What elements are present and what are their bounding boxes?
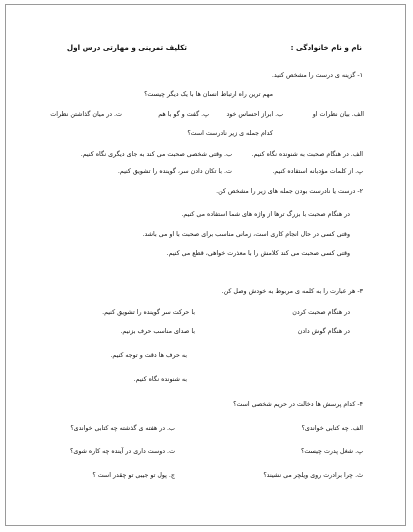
q2-prompt: ۲- درست یا نادرست بودن جمله های زیر را مشخص کن. [216, 188, 363, 195]
worksheet-page [5, 4, 406, 526]
q3-left-4: به شنونده نگاه کنیم. [133, 376, 187, 383]
q3-left-2: با صدای مناسب حرف بزنیم. [120, 328, 195, 335]
q1-sub1-option-b: ب. ابراز احساس خود [226, 111, 283, 118]
q1-sub2: کدام جمله ی زیر نادرست است؟ [187, 130, 273, 137]
student-name-label: نام و نام خانوادگی : [290, 43, 362, 52]
q2-item-1: در هنگام صحبت با بزرگ ترها از واژه های شما استفاده می کنیم. [181, 211, 350, 218]
q1-sub1-option-d: ت. در میان گذاشتن نظرات [50, 111, 122, 118]
q1-sub2-option-b: ب. وقتی شخصی صحبت می کند به جای دیگری نگاه کنیم. [80, 151, 232, 158]
q1-sub2-option-d: ت. با تکان دادن سر، گوینده را تشویق کنیم. [117, 168, 232, 175]
q4-option-a: الف. چه کتابی خواندی؟ [301, 425, 363, 432]
q1-sub2-option-c: پ. از کلمات مؤدبانه استفاده کنیم. [272, 168, 363, 175]
q3-prompt: ۳- هر عبارت را به کلمه ی مربوط به خودش وصل کن. [221, 288, 363, 295]
q3-right-1: در هنگام صحبت کردن [292, 309, 350, 316]
assignment-title: تکلیف تمرینی و مهارتی درس اول [66, 43, 187, 52]
q3-left-3: به حرف ها دقت و توجه کنیم. [110, 352, 187, 359]
q4-option-d: ت. دوست داری در آینده چه کاره شوی؟ [70, 448, 175, 455]
q1-sub1-option-a: الف. بیان نظرات او [312, 111, 364, 118]
q1-sub2-option-a: الف. در هنگام صحبت به شنونده نگاه کنیم. [251, 151, 363, 158]
q1-sub1-option-c: پ. گفت و گو با هم [158, 111, 209, 118]
q4-option-c: پ. شغل پدرت چیست؟ [301, 448, 363, 455]
q1-prompt: ۱- گزینه ی درست را مشخص کنید. [271, 72, 363, 79]
q3-left-1: با حرکت سر گوینده را تشویق کنیم. [102, 309, 195, 316]
q4-option-b: ب. در هفته ی گذشته چه کتابی خواندی؟ [70, 425, 175, 432]
q2-item-3: وقتی کسی صحبت می کند کلامش را با معذرت خواهی، قطع می کنیم. [166, 250, 350, 257]
q4-option-e: ث. چرا برادرت روی ویلچر می نشیند؟ [263, 472, 363, 479]
q1-sub1: مهم ترین راه ارتباط انسان ها با یک دیگر چیست؟ [144, 91, 273, 98]
q4-option-f: ج. پول تو جیبی تو چقدر است ؟ [92, 472, 175, 479]
q2-item-2: وقتی کسی در حال انجام کاری است، زمانی مناسب برای صحبت با او می باشد. [142, 231, 350, 238]
q4-prompt: ۴- کدام پرسش ها دخالت در حریم شخصی است؟ [233, 401, 363, 408]
q3-right-2: در هنگام گوش دادن [297, 328, 350, 335]
